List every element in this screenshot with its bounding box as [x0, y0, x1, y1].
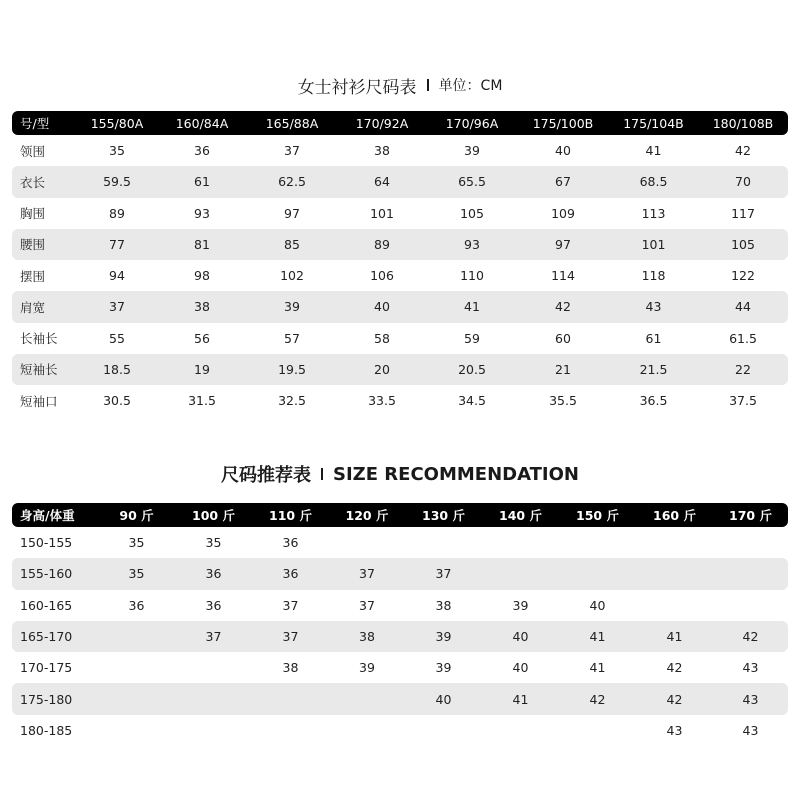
table-cell: 65.5 [427, 166, 517, 197]
table-cell: 89 [109, 205, 125, 221]
column-header: 号/型 [12, 111, 77, 135]
table-cell: 40 [337, 291, 427, 322]
table-cell [482, 527, 559, 558]
row-label: 155-160 [12, 558, 98, 589]
column-header: 175/100B [517, 111, 609, 135]
recommendation-heading-en: SIZE RECOMMENDATION [333, 463, 579, 485]
table-cell: 110 [460, 268, 484, 284]
table-cell: 57 [284, 330, 300, 346]
table-cell [713, 558, 788, 589]
table-cell: 37 [284, 143, 300, 159]
table-cell: 122 [731, 268, 755, 284]
column-header: 170 斤 [713, 503, 788, 527]
table-cell: 37.5 [729, 393, 757, 409]
table-cell: 101 [370, 205, 394, 221]
table-cell: 39 [464, 143, 480, 159]
row-label: 165-170 [12, 621, 98, 652]
row-label: 肩宽 [12, 291, 77, 322]
table-row [12, 198, 788, 229]
column-header: 140 斤 [482, 503, 559, 527]
table-row [12, 291, 788, 322]
row-label: 175-180 [12, 683, 98, 714]
column-header: 170/92A [337, 111, 427, 135]
table-cell: 35 [205, 535, 222, 551]
table-cell [713, 527, 788, 558]
table-row [12, 652, 788, 683]
table-cell: 70 [698, 166, 788, 197]
table-cell: 85 [247, 229, 337, 260]
table-cell: 35 [128, 535, 145, 551]
table-cell: 40 [405, 683, 482, 714]
table-cell: 68.5 [609, 166, 698, 197]
table-row [12, 527, 788, 558]
table-cell [329, 715, 405, 746]
row-label: 短袖口 [20, 393, 58, 409]
row-label: 腰围 [12, 229, 77, 260]
row-label: 150-155 [20, 535, 73, 551]
table-cell: 42 [636, 683, 713, 714]
column-header: 160/84A [157, 111, 247, 135]
table-row [12, 166, 788, 197]
table-cell: 33.5 [368, 393, 396, 409]
table-row [12, 323, 788, 354]
table-cell: 34.5 [458, 393, 486, 409]
table-cell: 93 [427, 229, 517, 260]
table-cell: 21 [517, 354, 609, 385]
size-chart-header-row [12, 111, 788, 135]
table-cell: 38 [374, 143, 390, 159]
table-cell: 39 [512, 597, 529, 613]
table-cell [98, 652, 175, 683]
table-cell: 41 [482, 683, 559, 714]
row-label: 长袖长 [20, 331, 58, 347]
table-cell: 105 [460, 205, 484, 221]
table-cell: 37 [359, 597, 375, 613]
table-cell: 35 [98, 558, 175, 589]
table-cell: 37 [77, 291, 157, 322]
table-cell: 81 [157, 229, 247, 260]
table-cell: 36 [282, 535, 299, 551]
recommendation-header-row [12, 503, 788, 527]
table-cell [175, 652, 252, 683]
size-chart-title [0, 72, 800, 98]
row-label: 170-175 [20, 660, 73, 676]
table-cell: 97 [517, 229, 609, 260]
column-header: 160 斤 [636, 503, 713, 527]
table-cell [252, 683, 329, 714]
table-cell: 58 [374, 330, 390, 346]
column-header: 170/96A [427, 111, 517, 135]
table-cell: 105 [698, 229, 788, 260]
table-cell: 40 [512, 660, 529, 676]
table-cell: 67 [517, 166, 609, 197]
table-cell: 44 [698, 291, 788, 322]
table-cell: 60 [555, 330, 571, 346]
table-cell: 59 [464, 330, 480, 346]
table-cell: 59.5 [77, 166, 157, 197]
table-cell: 20 [337, 354, 427, 385]
size-chart-table [12, 111, 788, 416]
table-cell: 39 [405, 621, 482, 652]
table-cell: 41 [559, 621, 636, 652]
column-header: 165/88A [247, 111, 337, 135]
row-label: 短袖长 [12, 354, 77, 385]
table-cell: 37 [282, 597, 299, 613]
table-cell: 38 [282, 660, 299, 676]
table-cell: 18.5 [77, 354, 157, 385]
size-chart-heading: 女士衬衫尺码表 [297, 77, 417, 98]
table-cell: 37 [252, 621, 329, 652]
table-cell: 36 [205, 597, 222, 613]
table-cell: 37 [329, 558, 405, 589]
table-cell: 55 [109, 330, 125, 346]
table-cell: 39 [359, 660, 375, 676]
title-divider [427, 79, 429, 91]
table-cell: 41 [589, 660, 606, 676]
column-header: 身高/体重 [12, 503, 98, 527]
table-cell [636, 527, 713, 558]
recommendation-title [0, 461, 800, 487]
table-cell: 56 [194, 330, 210, 346]
table-cell: 113 [641, 205, 666, 221]
table-cell: 32.5 [278, 393, 306, 409]
table-cell: 36 [128, 597, 145, 613]
table-cell [482, 715, 559, 746]
table-cell: 43 [713, 683, 788, 714]
table-cell [482, 558, 559, 589]
table-cell: 43 [742, 660, 759, 676]
table-cell [713, 590, 788, 621]
table-cell: 61 [645, 330, 662, 346]
table-cell [559, 527, 636, 558]
column-header: 150 斤 [559, 503, 636, 527]
table-cell [559, 715, 636, 746]
table-row [12, 229, 788, 260]
table-cell [405, 715, 482, 746]
table-row [12, 621, 788, 652]
table-cell: 61 [157, 166, 247, 197]
table-cell: 43 [742, 722, 759, 738]
table-cell: 42 [517, 291, 609, 322]
table-cell: 42 [735, 143, 751, 159]
table-cell: 19.5 [247, 354, 337, 385]
table-cell: 101 [609, 229, 698, 260]
table-cell: 21.5 [609, 354, 698, 385]
table-cell: 106 [370, 268, 394, 284]
column-header: 175/104B [609, 111, 698, 135]
table-cell: 41 [645, 143, 662, 159]
table-cell: 41 [427, 291, 517, 322]
table-cell: 89 [337, 229, 427, 260]
table-cell [636, 590, 713, 621]
table-cell: 114 [551, 268, 575, 284]
table-cell: 38 [329, 621, 405, 652]
table-cell: 22 [698, 354, 788, 385]
table-cell: 43 [666, 722, 683, 738]
table-cell: 97 [284, 205, 300, 221]
table-cell [175, 715, 252, 746]
table-cell: 42 [666, 660, 683, 676]
table-row [12, 354, 788, 385]
table-cell: 36.5 [639, 393, 668, 409]
table-cell: 36 [175, 558, 252, 589]
table-cell [329, 527, 405, 558]
column-header: 120 斤 [329, 503, 405, 527]
table-cell: 30.5 [103, 393, 131, 409]
table-cell: 38 [435, 597, 452, 613]
table-cell: 39 [247, 291, 337, 322]
table-cell: 37 [405, 558, 482, 589]
column-header: 130 斤 [405, 503, 482, 527]
table-cell [98, 683, 175, 714]
table-cell: 62.5 [247, 166, 337, 197]
table-row [12, 385, 788, 416]
table-cell [559, 558, 636, 589]
row-label: 180-185 [20, 722, 73, 738]
table-cell: 42 [713, 621, 788, 652]
table-cell [329, 683, 405, 714]
table-cell: 102 [280, 268, 304, 284]
row-label: 领围 [20, 143, 46, 159]
table-cell: 42 [559, 683, 636, 714]
table-cell: 20.5 [427, 354, 517, 385]
recommendation-table [12, 503, 788, 746]
table-cell: 36 [194, 143, 210, 159]
table-cell: 38 [157, 291, 247, 322]
column-header: 100 斤 [175, 503, 252, 527]
table-cell: 40 [589, 597, 606, 613]
table-cell [636, 558, 713, 589]
table-row [12, 683, 788, 714]
table-cell: 118 [641, 268, 666, 284]
table-cell: 94 [109, 268, 125, 284]
row-label: 衣长 [12, 166, 77, 197]
table-row [12, 135, 788, 166]
table-cell: 41 [636, 621, 713, 652]
table-cell: 117 [731, 205, 755, 221]
table-cell: 37 [175, 621, 252, 652]
table-cell: 64 [337, 166, 427, 197]
column-header: 110 斤 [252, 503, 329, 527]
table-cell: 93 [194, 205, 210, 221]
row-label: 摆围 [20, 268, 46, 284]
table-cell: 19 [157, 354, 247, 385]
table-cell [98, 621, 175, 652]
table-cell [252, 715, 329, 746]
table-cell: 40 [555, 143, 571, 159]
recommendation-heading: 尺码推荐表 [221, 465, 312, 486]
column-header: 180/108B [698, 111, 788, 135]
column-header: 155/80A [77, 111, 157, 135]
table-row [12, 715, 788, 746]
table-cell: 98 [194, 268, 210, 284]
table-cell: 31.5 [188, 393, 216, 409]
table-cell: 61.5 [729, 330, 757, 346]
unit-label: 单位：CM [438, 78, 503, 94]
title-divider [321, 468, 323, 480]
column-header: 90 斤 [98, 503, 175, 527]
table-row [12, 260, 788, 291]
table-cell: 36 [252, 558, 329, 589]
row-label: 胸围 [20, 206, 46, 222]
row-label: 160-165 [20, 597, 73, 613]
table-cell: 35 [109, 143, 125, 159]
table-cell: 109 [551, 205, 575, 221]
table-cell: 39 [435, 660, 452, 676]
table-cell: 35.5 [549, 393, 577, 409]
table-cell: 40 [482, 621, 559, 652]
table-row [12, 590, 788, 621]
table-cell [175, 683, 252, 714]
table-row [12, 558, 788, 589]
table-cell: 43 [609, 291, 698, 322]
table-cell [98, 715, 175, 746]
table-cell [405, 527, 482, 558]
table-cell: 77 [77, 229, 157, 260]
